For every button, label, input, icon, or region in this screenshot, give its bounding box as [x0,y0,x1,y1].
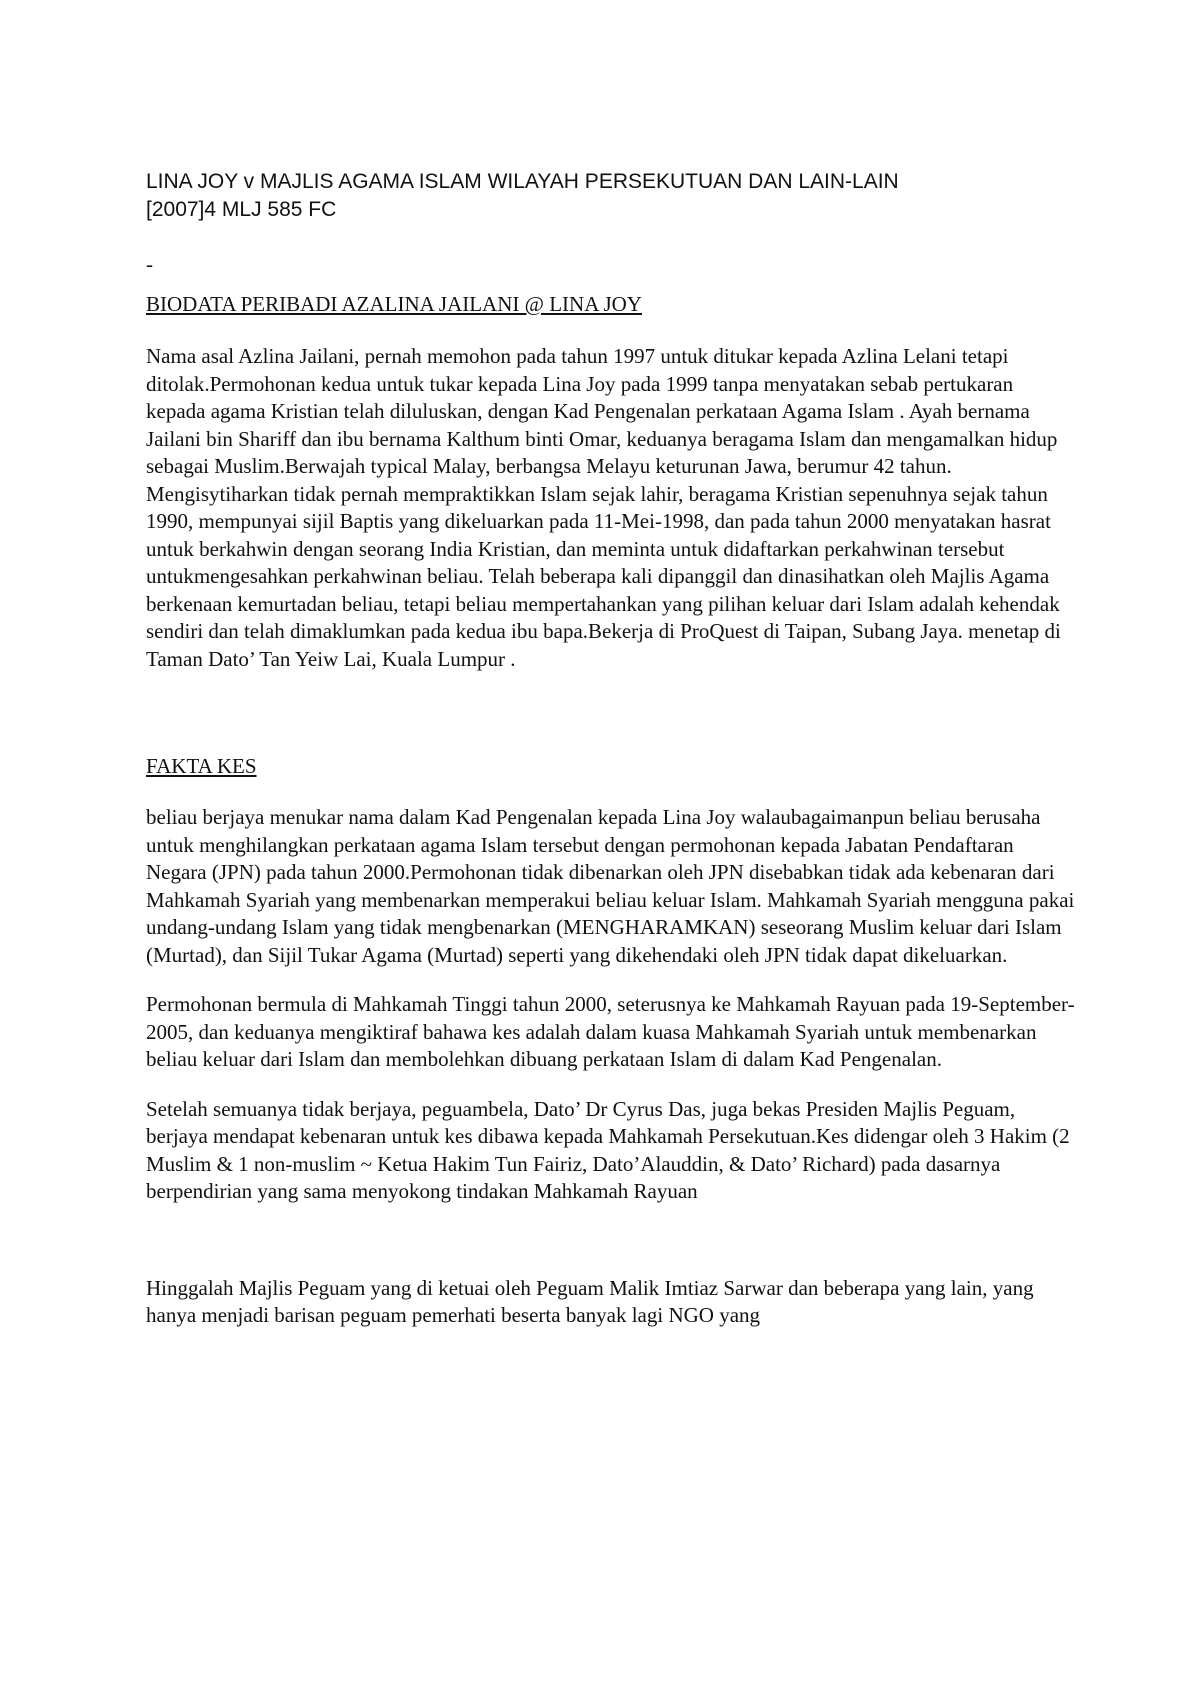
fakta-kes-heading: FAKTA KES [146,754,257,778]
fakta-kes-paragraph-3: Setelah semuanya tidak berjaya, peguambela, Dato’ Dr Cyrus Das, juga bekas Presiden Majlis Peguam, berjaya mendapat kebenaran untuk kes dibawa kepada Mahkamah Persekutuan.Kes didengar oleh 3 Hakim (2 Muslim & 1 non-muslim ~ Ketua Hakim Tun Fairiz, Dato’Alauddin, & Dato’ Richard) pada dasarnya berpendirian yang sama menyokong tindakan Mahkamah Rayuan [146,1096,1070,1203]
fakta-kes-paragraph-4: Hinggalah Majlis Peguam yang di ketuai oleh Peguam Malik Imtiaz Sarwar dan beberapa yang lain, yang hanya menjadi barisan peguam pemerhati beserta banyak lagi NGO yang [146,1275,1034,1327]
case-title [146,168,1076,224]
separator-dash: - [146,252,153,276]
fakta-kes-paragraph-1: beliau berjaya menukar nama dalam Kad Pengenalan kepada Lina Joy walaubagaimanpun beliau berusaha untuk menghilangkan perkataan agama Islam tersebut dengan permohonan kepada Jabatan Pendaftaran Negara (JPN) pada tahun 2000.Permohonan tidak dibenarkan oleh JPN disebabkan tidak ada kebenaran dari Mahkamah Syariah yang membenarkan memperakui beliau keluar Islam. Mahkamah Syariah mengguna pakai undang-undang Islam yang tidak mengbenarkan (MENGHARAMKAN) seseorang Muslim keluar dari Islam (Murtad), dan Sijil Tukar Agama (Murtad) seperti yang dikehendaki oleh JPN tidak dapat dikeluarkan. [146,805,1075,967]
document-body [146,168,1076,1330]
fakta-kes-paragraph-2: Permohonan bermula di Mahkamah Tinggi tahun 2000, seterusnya ke Mahkamah Rayuan pada 19-September-2005, dan keduanya mengiktiraf bahawa kes adalah dalam kuasa Mahkamah Syariah untuk membenarkan beliau keluar dari Islam dan membolehkan dibuang perkataan Islam di dalam Kad Pengenalan. [146,992,1075,1071]
biodata-heading: BIODATA PERIBADI AZALINA JAILANI @ LINA JOY [146,292,642,316]
case-citation: [2007]4 MLJ 585 FC [146,198,337,221]
case-title-line-1: LINA JOY v MAJLIS AGAMA ISLAM WILAYAH PERSEKUTUAN DAN LAIN-LAIN [146,170,899,193]
biodata-paragraph: Nama asal Azlina Jailani, pernah memohon pada tahun 1997 untuk ditukar kepada Azlina Lelani tetapi ditolak.Permohonan kedua untuk tukar kepada Lina Joy pada 1999 tanpa menyatakan sebab pertukaran kepada agama Kristian telah diluluskan, dengan Kad Pengenalan perkataan Agama Islam . Ayah bernama Jailani bin Shariff dan ibu bernama Kalthum binti Omar, keduanya beragama Islam dan mengamalkan hidup sebagai Muslim.Berwajah typical Malay, berbangsa Melayu keturunan Jawa, berumur 42 tahun. Mengisytiharkan tidak pernah mempraktikkan Islam sejak lahir, beragama Kristian sepenuhnya sejak tahun 1990, mempunyai sijil Baptis yang dikeluarkan pada 11-Mei-1998, dan pada tahun 2000 menyatakan hasrat untuk berkahwin dengan seorang India Kristian, dan meminta untuk didaftarkan perkahwinan tersebut untukmengesahkan perkahwinan beliau. Telah beberapa kali dipanggil dan dinasihatkan oleh Majlis Agama berkenaan kemurtadan beliau, tetapi beliau mempertahankan yang pilihan keluar dari Islam adalah kehendak sendiri dan telah dimaklumkan pada kedua ibu bapa.Bekerja di ProQuest di Taipan, Subang Jaya. menetap di Taman Dato’ Tan Yeiw Lai, Kuala Lumpur . [146,344,1061,671]
